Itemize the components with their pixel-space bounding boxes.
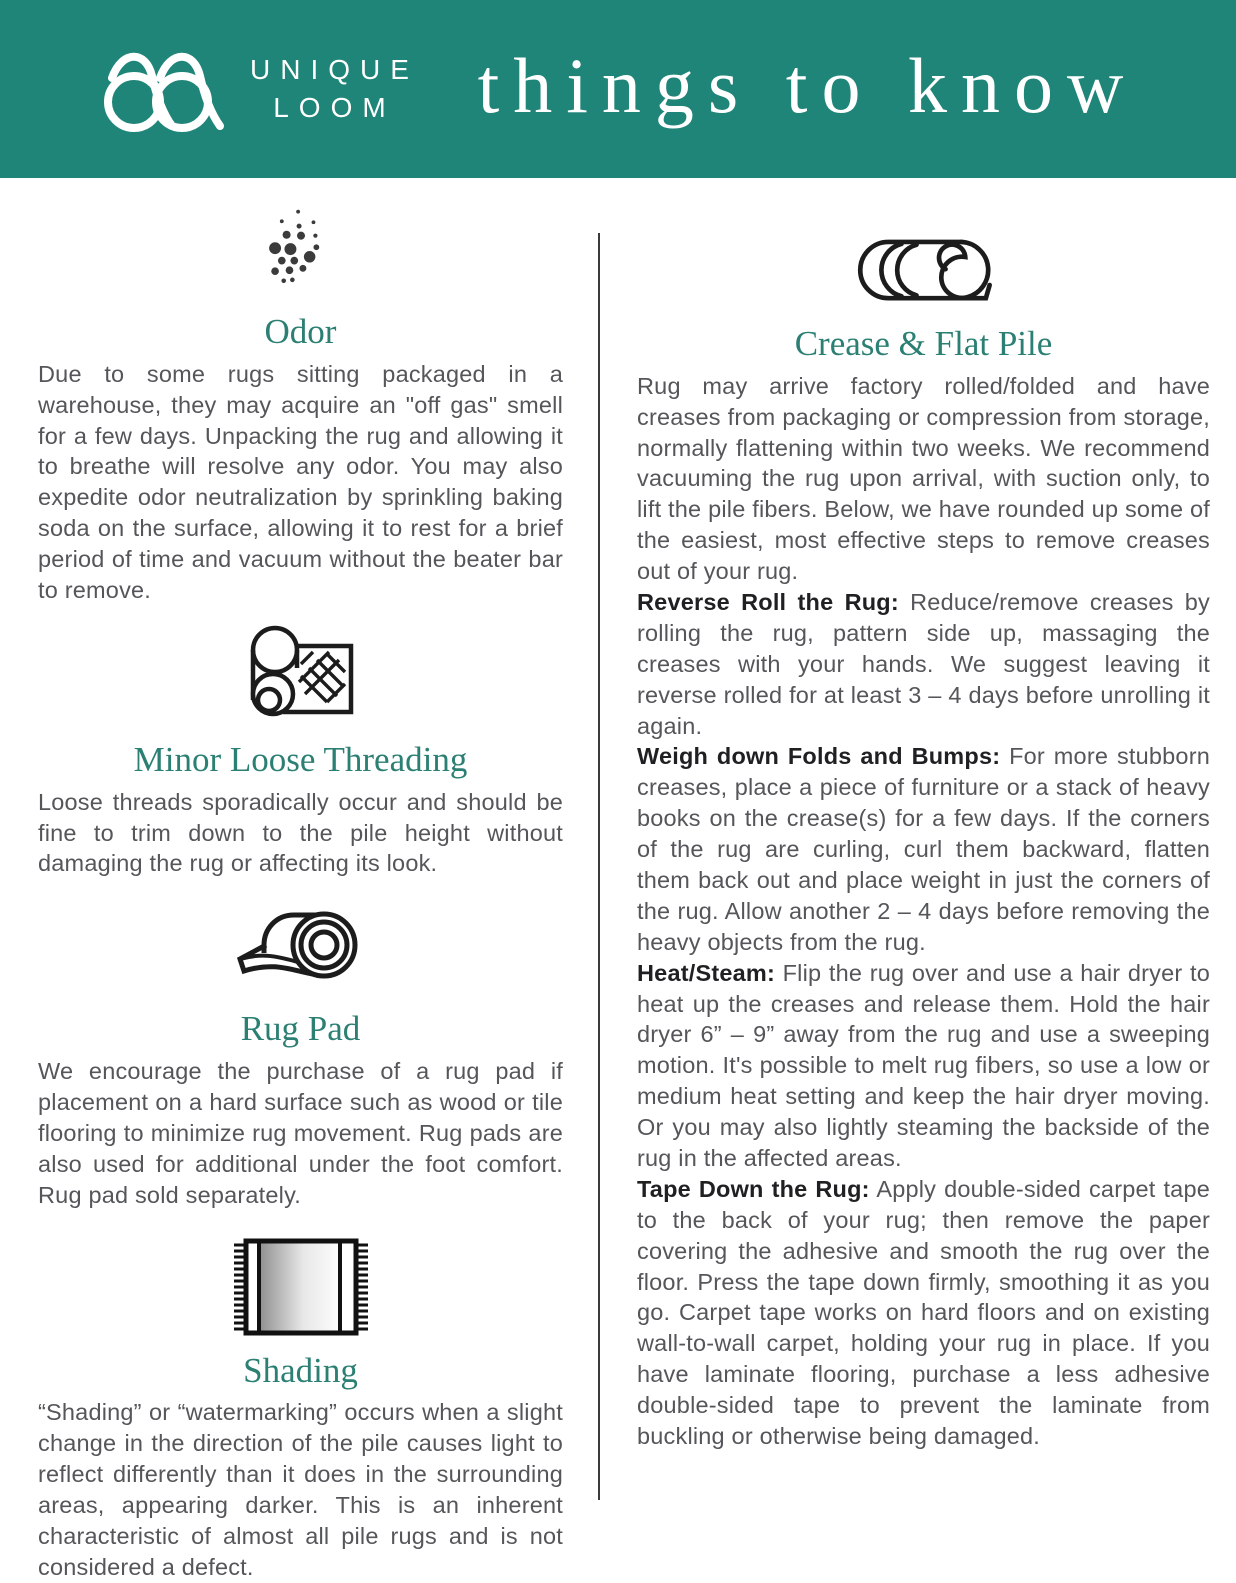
section-heading-shading: Shading	[243, 1350, 358, 1390]
tip-weigh-down-text: For more stubborn creases, place a piece of furniture or a stack of heavy books on the crease(s) for a few days. If the corners of the rug are curling, curl them backward, flatten them back out and place weight in just the corners of the rug. Allow another 2 – 4 days before removing the heavy objects from the rug.	[637, 743, 1211, 955]
left-column	[0, 178, 600, 1583]
section-body-shading: “Shading” or “watermarking” occurs when a slight change in the direction of the pile causes light to reflect differently than it does in the surrounding areas, appearing darker. This is an inherent characteristic of almost all pile rugs and is not considered a defect.	[38, 1399, 563, 1580]
header-banner	[0, 0, 1236, 178]
section-heading-odor: Odor	[264, 312, 337, 351]
tip-heat-steam-label: Heat/Steam:	[637, 959, 776, 986]
section-body-threading: Loose threads sporadically occur and should be fine to trim down to the pile height without damaging the rug or affecting its look.	[38, 788, 563, 877]
brand-name	[250, 51, 419, 127]
tip-reverse-roll-label: Reverse Roll the Rug:	[637, 588, 899, 615]
tip-weigh-down-label: Weigh down Folds and Bumps:	[637, 743, 1001, 770]
section-heading-crease: Crease & Flat Pile	[794, 324, 1053, 363]
tip-tape-down-label: Tape Down the Rug:	[637, 1175, 870, 1202]
brand-line2: LOOM	[273, 92, 396, 123]
tip-weigh-down	[637, 741, 1210, 957]
section-heading-threading: Minor Loose Threading	[133, 739, 468, 779]
section-crease-flat-pile	[637, 236, 1210, 1452]
odor-dots-icon	[253, 204, 349, 300]
section-odor	[38, 204, 563, 606]
tip-heat-steam	[637, 958, 1210, 1174]
section-intro-crease: Rug may arrive factory rolled/folded and have creases from packaging or compression from storage, normally flattening within two weeks. We recommend vacuuming the rug upon arrival, with suction only, to lift the pile fibers. Below, we have rounded up some of the easiest, most effective steps to remove creases out of your rug.	[637, 372, 1210, 585]
tip-tape-down	[637, 1174, 1210, 1452]
section-rug-pad	[38, 901, 563, 1210]
tip-reverse-roll	[637, 587, 1210, 741]
tip-tape-down-text: Apply double-sided carpet tape to the back of your rug; then remove the paper covering the adhesive and smooth the rug over the floor. Press the tape down firmly, smoothing it as you go. Carpet tape works on hard floors and on existing wall-to-wall carpet, holding your rug in place. If you have laminate flooring, purchase a less adhesive double-sided tape to prevent the laminate from buckling or otherwise being damaged.	[637, 1175, 1210, 1450]
section-minor-loose-threading	[38, 620, 563, 879]
rolled-rug-crosshatch-icon	[235, 620, 367, 728]
brand-line1: UNIQUE	[250, 54, 419, 86]
section-shading	[38, 1235, 563, 1583]
section-body-odor: Due to some rugs sitting packaged in a warehouse, they may acquire an "off gas" smell for a few days. Unpacking the rug and allowing it to breathe will resolve any odor. You may also expedite odor neutralization by sprinkling baking soda on the surface, allowing it to rest for a brief period of time and vacuum without the beater bar to remove.	[38, 360, 563, 603]
brand-logo-group	[96, 38, 419, 140]
tip-reverse-roll-text: Reduce/remove creases by rolling the rug, pattern side up, massaging the creases with your hands. We suggest leaving it reverse rolled for at least 3 – 4 days before unrolling it again.	[637, 588, 1210, 739]
rug-pad-roll-icon	[232, 901, 370, 997]
tip-heat-steam-text: Flip the rug over and use a hair dryer to heat up the creases and release them. Hold the hair dryer 6” – 9” away from the rug and use a sweeping motion. It's possible to melt rug fibers, so use a low or medium heat setting and keep the hair dryer moving. Or you may also lightly steaming the backside of the rug in the affected areas.	[637, 959, 1210, 1172]
right-column	[600, 178, 1236, 1452]
page-title: things to know	[477, 42, 1138, 129]
section-heading-rugpad: Rug Pad	[240, 1009, 361, 1049]
column-divider	[598, 233, 600, 1500]
rolled-rug-spiral-icon	[849, 236, 999, 306]
fringed-rug-gradient-icon	[226, 1235, 376, 1339]
section-body-rugpad: We encourage the purchase of a rug pad if placement on a hard surface such as wood or tile flooring to minimize rug movement. Rug pads are also used for additional under the foot comfort. Rug pad sold separately.	[38, 1058, 563, 1208]
unique-loom-logo-icon	[96, 38, 236, 140]
